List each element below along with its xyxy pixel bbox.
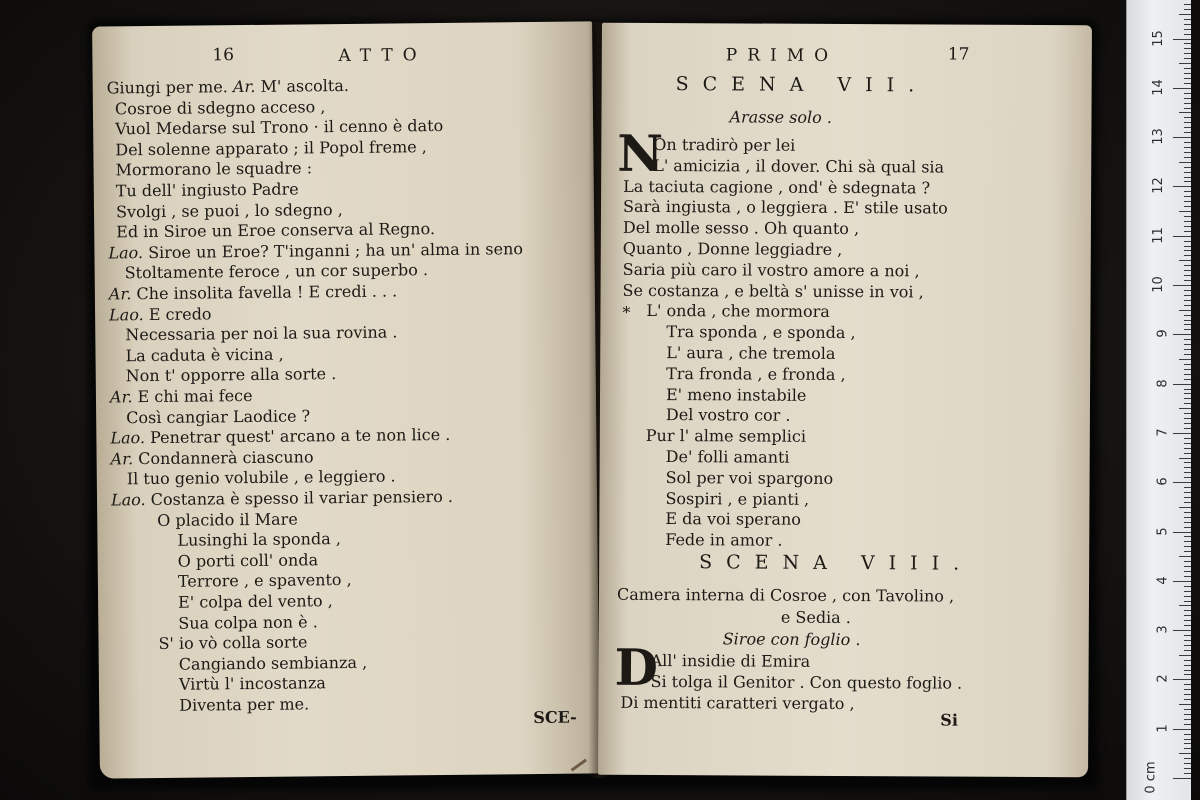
left-line [110, 386, 253, 407]
ruler-tick [1173, 236, 1191, 237]
scene-viii-line: Si tolga il Genitor . Con questo foglio . [650, 671, 963, 693]
ruler-tick [1173, 433, 1191, 434]
ruler-tick [1184, 734, 1191, 735]
ruler-tick [1184, 265, 1191, 266]
left-line [178, 550, 319, 571]
left-line [126, 364, 337, 386]
ruler-tick [1184, 231, 1191, 232]
speaker-label: Lao. [110, 428, 146, 448]
line-text: Cosroe di sdegno acceso , [114, 96, 326, 118]
ruler-tick [1184, 349, 1191, 350]
left-line [125, 323, 397, 346]
ruler-tick [1184, 403, 1191, 404]
ruler-tick [1184, 221, 1191, 222]
ruler-label: 2 [1155, 674, 1171, 684]
ruler-tick [1184, 354, 1191, 355]
ruler-tick [1184, 620, 1191, 621]
left-line [109, 281, 398, 304]
ruler-tick [1184, 423, 1191, 424]
ruler-tick [1184, 216, 1191, 217]
line-text: Vuol Medarse sul Trono · il cenno è dato [115, 116, 444, 139]
scene-vii-line: On tradirò per lei [653, 134, 796, 155]
scene-viii-line: Di mentiti caratteri vergato , [620, 692, 855, 714]
ruler-tick [1184, 512, 1191, 513]
ruler-tick [1179, 63, 1191, 64]
ruler-tick [1179, 655, 1191, 656]
ruler-tick [1184, 93, 1191, 94]
ruler-tick [1184, 320, 1191, 321]
line-text: Penetrar quest' arcano a te non lice . [144, 425, 451, 448]
left-line [111, 447, 314, 469]
left-line [126, 406, 310, 428]
ruler-tick [1184, 83, 1191, 84]
ruler-tick [1184, 714, 1191, 715]
ruler-tick [1184, 196, 1191, 197]
ruler-label: 8 [1155, 378, 1171, 388]
left-page-number: 16 [212, 45, 235, 66]
ruler-tick [1184, 674, 1191, 675]
ruler-tick [1179, 507, 1191, 508]
speaker-label: Ar. [110, 449, 134, 469]
ruler-tick [1184, 300, 1191, 301]
ruler-tick [1184, 4, 1191, 5]
ruler-tick [1184, 739, 1191, 740]
left-line [115, 97, 326, 119]
ruler-tick [1184, 586, 1191, 587]
left-line [125, 261, 429, 284]
line-text: Necessaria per noi la sua rovina . [125, 322, 398, 345]
ruler-label: 11 [1151, 226, 1167, 244]
ruler-tick [1184, 157, 1191, 158]
ruler-tick [1184, 29, 1191, 30]
ruler-tick [1184, 748, 1191, 749]
left-line [108, 239, 523, 263]
ruler-tick [1184, 477, 1191, 478]
scene-vii-line: Saria più caro il vostro amore a noi , [622, 259, 920, 281]
ruler-tick [1184, 142, 1191, 143]
ruler-label: 5 [1155, 526, 1171, 536]
left-line [110, 425, 450, 449]
scene-viii-setting-line-1: Camera interna di Cosroe , con Tavolino , [616, 584, 955, 606]
ruler-tick [1184, 561, 1191, 562]
dropcap-d: D [614, 637, 659, 698]
ruler-tick [1184, 98, 1191, 99]
ruler-tick [1173, 630, 1191, 631]
ruler-tick [1179, 704, 1191, 705]
ruler-tick [1173, 532, 1191, 533]
ruler-tick [1184, 295, 1191, 296]
ruler-tick [1179, 605, 1191, 606]
left-line [115, 116, 443, 139]
ruler-tick [1184, 201, 1191, 202]
ruler-tick [1184, 167, 1191, 168]
ruler-tick [1184, 275, 1191, 276]
ruler-tick [1184, 546, 1191, 547]
ruler-tick [1184, 344, 1191, 345]
ruler-label: 10 [1151, 276, 1167, 293]
ruler-tick [1184, 68, 1191, 69]
ruler-tick [1184, 758, 1191, 759]
ruler-tick [1184, 576, 1191, 577]
left-line [115, 137, 427, 160]
line-text: Non t' opporre alla sorte . [125, 364, 337, 386]
scene-vii-line: L' amicizia , il dover. Chi sà qual sia [653, 155, 945, 177]
ruler-tick [1184, 724, 1191, 725]
ruler-tick [1173, 186, 1191, 187]
ruler-tick [1173, 39, 1191, 40]
dropcap-n: N [617, 123, 664, 184]
ruler-tick [1184, 517, 1191, 518]
left-line [125, 344, 283, 366]
ruler-tick [1184, 191, 1191, 192]
line-text: O placido il Mare [157, 509, 298, 530]
ruler-tick [1184, 596, 1191, 597]
ruler-tick [1184, 665, 1191, 666]
line-text: Il tuo genio volubile , e leggiero . [126, 466, 396, 489]
ruler-tick [1184, 9, 1191, 10]
ruler-tick [1184, 324, 1191, 325]
ruler-tick [1179, 408, 1191, 409]
ruler-label: 9 [1155, 329, 1171, 338]
ruler-tick [1184, 43, 1191, 44]
ruler-tick [1184, 290, 1191, 291]
ruler-tick [1184, 389, 1191, 390]
ruler-tick [1173, 334, 1191, 335]
line-text: Del solenne apparato ; il Popol freme , [115, 136, 427, 160]
scene-vii-direction: Arasse solo . [729, 107, 833, 127]
line-text: Virtù l' incostanza [178, 673, 327, 695]
ruler-tick [1184, 226, 1191, 227]
ruler-tick [1179, 310, 1191, 311]
ruler-tick [1184, 103, 1191, 104]
left-page [92, 21, 600, 778]
ruler-tick [1184, 438, 1191, 439]
line-text: Costanza è spesso il variar pensiero . [145, 486, 454, 510]
ruler-tick [1184, 418, 1191, 419]
line-text: O porti coll' onda [177, 550, 319, 571]
right-page [598, 23, 1092, 778]
ruler-label: 4 [1155, 576, 1171, 585]
ruler-tick [1173, 384, 1191, 385]
left-line [158, 633, 307, 655]
speaker-label: Ar. [108, 284, 132, 304]
scene-vii-line: Quanto , Donne leggiadre , [622, 238, 843, 259]
ruler-tick [1184, 527, 1191, 528]
ruler-tick [1184, 374, 1191, 375]
ruler-tick [1184, 645, 1191, 646]
ruler-tick [1184, 699, 1191, 700]
scene-viii-line: All' insidie di Emira [650, 650, 811, 671]
ruler-tick [1184, 610, 1191, 611]
ruler-tick [1184, 719, 1191, 720]
line-text: Lusinghi la sponda , [177, 529, 341, 550]
ruler-tick [1184, 551, 1191, 552]
line-text: Tu dell' ingiusto Padre [115, 179, 299, 201]
left-running-head: ATTO [338, 45, 427, 67]
ruler-tick [1184, 315, 1191, 316]
ruler-tick [1184, 768, 1191, 769]
ruler-tick [1184, 536, 1191, 537]
ruler-tick [1184, 108, 1191, 109]
speaker-label: Ar. [232, 76, 256, 97]
ruler-tick [1184, 487, 1191, 488]
ruler-tick [1184, 280, 1191, 281]
ruler-tick [1184, 24, 1191, 25]
ruler-label: 13 [1151, 128, 1167, 145]
ruler-tick [1184, 364, 1191, 365]
ruler-tick [1184, 684, 1191, 685]
scene-vii-line: E' meno instabile [665, 384, 807, 405]
line-text: Sua colpa non è . [178, 611, 318, 633]
ruler-tick [1179, 162, 1191, 163]
ruler-tick [1184, 763, 1191, 764]
ruler-tick [1184, 127, 1191, 128]
speaker-label: Lao. [110, 490, 146, 510]
ruler-tick [1184, 58, 1191, 59]
line-text: M' ascolta. [255, 75, 350, 96]
ruler-tick [1184, 566, 1191, 567]
ruler-tick [1173, 137, 1191, 138]
ruler-tick [1184, 448, 1191, 449]
scene-vii-line: La taciuta cagione , ond' è sdegnata ? [623, 176, 931, 198]
right-page-number: 17 [947, 44, 970, 65]
line-text: Svolgi , se puoi , lo sdegno , [115, 199, 343, 221]
ruler-tick [1184, 147, 1191, 148]
scene-vii-line: Pur l' alme semplici [645, 426, 807, 446]
ruler-tick [1184, 522, 1191, 523]
left-line [109, 304, 212, 325]
left-line [178, 570, 352, 592]
left-line [177, 529, 341, 551]
ruler-tick [1173, 88, 1191, 89]
left-line [116, 219, 435, 242]
ruler-tick [1184, 172, 1191, 173]
ruler-label: 1 [1155, 724, 1171, 733]
speaker-label: Lao. [108, 242, 144, 263]
ruler-label: 12 [1151, 177, 1167, 195]
ruler-tick [1173, 778, 1191, 779]
left-catchword: SCE- [533, 707, 577, 728]
line-text: Così cangiar Laodice ? [126, 405, 311, 427]
ruler-tick [1184, 650, 1191, 651]
ruler-tick [1184, 246, 1191, 247]
ruler-tick [1184, 591, 1191, 592]
ruler-tick [1179, 260, 1191, 261]
aria-asterisk: * [622, 302, 631, 322]
line-text: Che insolita favella ! E credi . . . [131, 281, 398, 304]
ruler-tick [1173, 679, 1191, 680]
ruler-tick [1179, 753, 1191, 754]
ruler-tick [1179, 359, 1191, 360]
ruler-tick [1173, 285, 1191, 286]
line-text: Ed in Siroe un Eroe conserva al Regno. [116, 219, 436, 242]
scene-vii-line: L' onda , che mormora [646, 301, 830, 322]
left-line [157, 509, 298, 530]
ruler-tick [1184, 413, 1191, 414]
ruler-tick [1184, 329, 1191, 330]
ruler-tick [1184, 117, 1191, 118]
line-text: Condannerà ciascuno [133, 447, 314, 469]
scene-vii-line: L' aura , che tremola [666, 343, 836, 363]
left-line [179, 674, 326, 696]
ruler-tick [1184, 19, 1191, 20]
scene-vii-line: Del vostro cor . [665, 405, 791, 426]
ruler-tick [1184, 670, 1191, 671]
ruler-tick [1184, 443, 1191, 444]
line-text: E credo [143, 303, 212, 324]
left-line [178, 612, 318, 633]
ruler-tick [1179, 112, 1191, 113]
right-running-head: PRIMO [725, 45, 839, 66]
scene-vii-line: Sol per voi spargono [665, 467, 834, 488]
ruler-tick [1184, 241, 1191, 242]
paper-crease [571, 759, 587, 772]
ruler-tick [1184, 428, 1191, 429]
ruler-tick [1184, 73, 1191, 74]
scene-vii-line: Del molle sesso . Oh quanto , [622, 218, 860, 239]
scene-vii-line: De' folli amanti [665, 447, 790, 467]
ruler-tick [1184, 601, 1191, 602]
ruler-tick [1184, 462, 1191, 463]
scene-vii-line: Fede in amor . [665, 530, 783, 550]
left-line [179, 694, 309, 715]
ruler-label: 3 [1155, 625, 1171, 634]
ruler-tick [1184, 379, 1191, 380]
ruler-tick [1184, 615, 1191, 616]
left-line [116, 179, 299, 201]
ruler-tick [1173, 482, 1191, 483]
ruler-tick [1184, 255, 1191, 256]
scene-vii-line: Tra fronda , e fronda , [666, 363, 846, 384]
speaker-label: Lao. [108, 304, 144, 325]
ruler-tick [1184, 339, 1191, 340]
ruler-tick [1184, 497, 1191, 498]
ruler-tick [1184, 694, 1191, 695]
speaker-label: Ar. [109, 387, 133, 407]
scene-vii-line: Se costanza , e beltà s' unisse in voi , [622, 280, 924, 302]
scene-viii-setting-line-2: e Sedia . [780, 607, 851, 628]
ruler-tick [1173, 581, 1191, 582]
ruler-tick [1179, 14, 1191, 15]
ruler-tick [1184, 152, 1191, 153]
left-line [111, 487, 453, 511]
line-text: Mormorano le squadre : [115, 158, 313, 180]
scene-vii-line: Sospiri , e pianti , [665, 488, 810, 509]
ruler-tick [1184, 206, 1191, 207]
ruler-tick [1184, 53, 1191, 54]
scene-vii-line: Tra sponda , e sponda , [666, 322, 856, 343]
ruler-label: 15 [1151, 29, 1167, 47]
line-text: Stoltamente feroce , un cor superbo . [124, 260, 429, 283]
left-line [179, 653, 368, 675]
ruler-tick [1184, 492, 1191, 493]
line-text: E chi mai fece [132, 385, 253, 407]
scene-viii-direction: Siroe con foglio . [722, 629, 861, 650]
ruler-tick [1184, 467, 1191, 468]
ruler-tick [1184, 541, 1191, 542]
ruler-tick [1179, 556, 1191, 557]
measurement-ruler [1126, 0, 1191, 800]
ruler-label: 0 cm [1143, 761, 1159, 794]
ruler-tick [1184, 709, 1191, 710]
ruler-tick [1184, 270, 1191, 271]
left-line [127, 467, 396, 490]
ruler-tick [1184, 743, 1191, 744]
ruler-label: 14 [1151, 79, 1167, 96]
scene-vii-line: Sarà ingiusta , o leggiera . E' stile usato [622, 197, 948, 218]
ruler-tick [1179, 458, 1191, 459]
ruler-tick [1184, 472, 1191, 473]
ruler-tick [1184, 502, 1191, 503]
line-text: E' colpa del vento , [178, 591, 333, 612]
ruler-tick [1184, 305, 1191, 306]
ruler-tick [1184, 181, 1191, 182]
line-text: Diventa per me. [179, 694, 310, 715]
ruler-tick [1184, 177, 1191, 178]
ruler-tick [1184, 625, 1191, 626]
ruler-tick [1184, 773, 1191, 774]
ruler-tick [1184, 78, 1191, 79]
ruler-tick [1184, 640, 1191, 641]
ruler-tick [1184, 122, 1191, 123]
ruler-tick [1184, 453, 1191, 454]
ruler-tick [1184, 369, 1191, 370]
line-text: La caduta è vicina , [125, 344, 284, 366]
ruler-tick [1184, 660, 1191, 661]
scene-vii-heading: SCENA VII. [675, 73, 929, 97]
ruler-tick [1173, 729, 1191, 730]
right-catchword: Si [940, 710, 959, 730]
left-line [178, 591, 333, 613]
ruler-tick [1184, 250, 1191, 251]
line-text: Cangiando sembianza , [178, 652, 368, 674]
ruler-tick [1184, 48, 1191, 49]
ruler-label: 7 [1155, 428, 1171, 437]
ruler-tick [1184, 689, 1191, 690]
line-text: Terrore , e spavento , [177, 570, 352, 592]
ruler-tick [1184, 34, 1191, 35]
ruler-tick [1184, 398, 1191, 399]
left-text-block [93, 73, 593, 715]
left-line [107, 76, 349, 99]
line-text: Siroe un Eroe? T'inganni ; ha un' alma in seno [142, 238, 524, 262]
left-line [115, 159, 312, 181]
ruler-tick [1184, 132, 1191, 133]
ruler-tick [1184, 635, 1191, 636]
ruler-tick [1179, 211, 1191, 212]
line-text: S' io vò colla sorte [158, 632, 308, 654]
left-line [116, 200, 343, 222]
scene-viii-heading: SCENA VIII. [699, 551, 974, 575]
line-text: Giungi per me. [106, 77, 234, 98]
scene-vii-line: E da voi sperano [665, 509, 801, 530]
ruler-tick [1184, 393, 1191, 394]
ruler-label: 6 [1155, 477, 1171, 486]
ruler-tick [1184, 571, 1191, 572]
